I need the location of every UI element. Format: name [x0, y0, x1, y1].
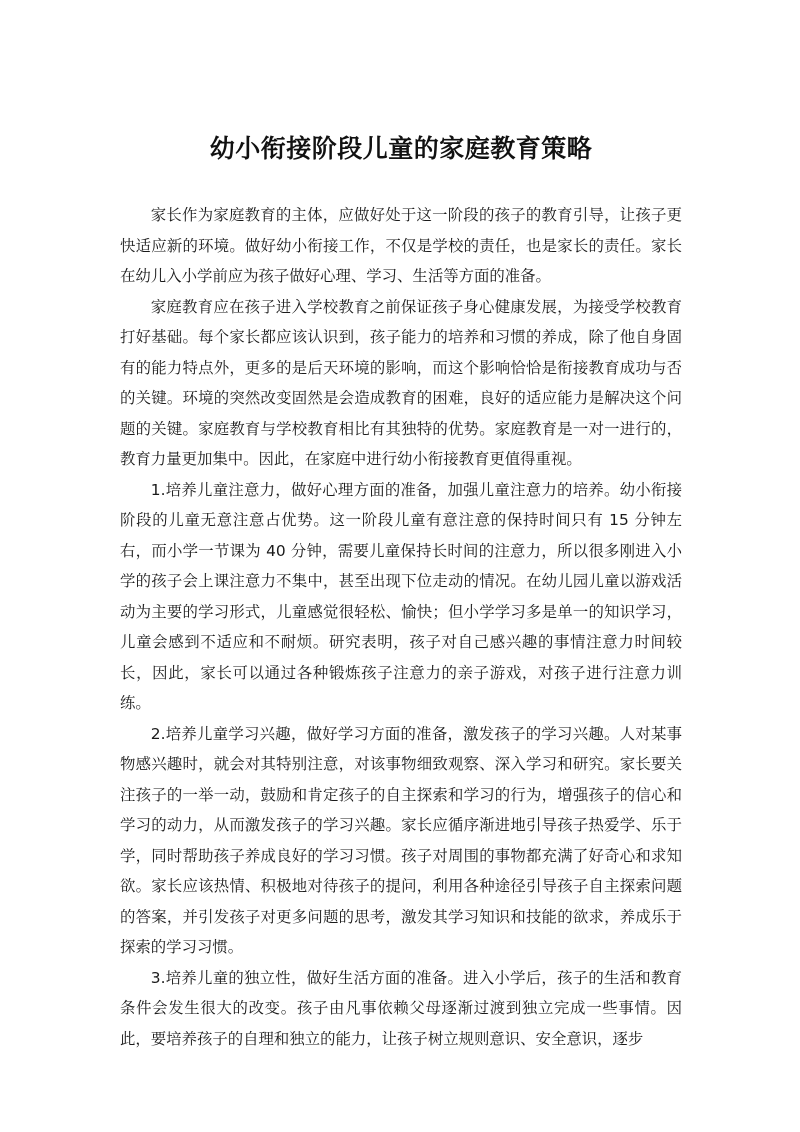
paragraph-learning-interest: 2.培养儿童学习兴趣，做好学习方面的准备，激发孩子的学习兴趣。人对某事物感兴趣时，就会对其特别注意，对该事物细致观察、深入学习和研究。家长要关注孩子的一举一动，鼓励和肯定孩子的自主探索和学习的行为，增强孩子的信心和学习的动力，从而激发孩子的学习兴趣。家长应循序渐进地引导孩子热爱学、乐于学，同时帮助孩子养成良好的学习习惯。孩子对周围的事物都充满了好奇心和求知欲。家长应该热情、积极地对待孩子的提问，利用各种途径引导孩子自主探索问题的答案，并引发孩子对更多问题的思考，激发其学习知识和技能的欲求，养成乐于探索的学习习惯。 [120, 724, 682, 956]
paragraph-family-education: 家庭教育应在孩子进入学校教育之前保证孩子身心健康发展，为接受学校教育打好基础。每个家长都应该认识到，孩子能力的培养和习惯的养成，除了他自身固有的能力特点外，更多的是后天环境的影响，而这个影响恰恰是衔接教育成功与否的关键。环境的突然改变固然是会造成教育的困难，良好的适应能力是解决这个问题的关键。家庭教育与学校教育相比有其独特的优势。家庭教育是一对一进行的，教育力量更加集中。因此，在家庭中进行幼小衔接教育更值得重视。 [120, 297, 682, 468]
document-title: 幼小衔接阶段儿童的家庭教育策略 [209, 134, 593, 163]
paragraph-independence: 3.培养儿童的独立性，做好生活方面的准备。进入小学后，孩子的生活和教育条件会发生很大的改变。孩子由凡事依赖父母逐渐过渡到独立完成一些事情。因此，要培养孩子的自理和独立的能力，让孩子树立规则意识、安全意识，逐步 [120, 968, 682, 1048]
paragraph-attention: 1.培养儿童注意力，做好心理方面的准备，加强儿童注意力的培养。幼小衔接阶段的儿童无意注意占优势。这一阶段儿童有意注意的保持时间只有 15 分钟左右，而小学一节课为 40 分钟，需要儿童保持长时间的注意力，所以很多刚进入小学的孩子会上课注意力不集中，甚至出现下位走动的情况。在幼儿园儿童以游戏活动为主要的学习形式，儿童感觉很轻松、愉快；但小学学习多是单一的知识学习，儿童会感到不适应和不耐烦。研究表明，孩子对自己感兴趣的事情注意力时间较长，因此，家长可以通过各种锻炼孩子注意力的亲子游戏，对孩子进行注意力训练。 [120, 480, 682, 712]
paragraph-intro: 家长作为家庭教育的主体，应做好处于这一阶段的孩子的教育引导，让孩子更快适应新的环境。做好幼小衔接工作，不仅是学校的责任，也是家长的责任。家长在幼儿入小学前应为孩子做好心理、学习、生活等方面的准备。 [120, 206, 682, 285]
document-body [120, 200, 682, 1054]
